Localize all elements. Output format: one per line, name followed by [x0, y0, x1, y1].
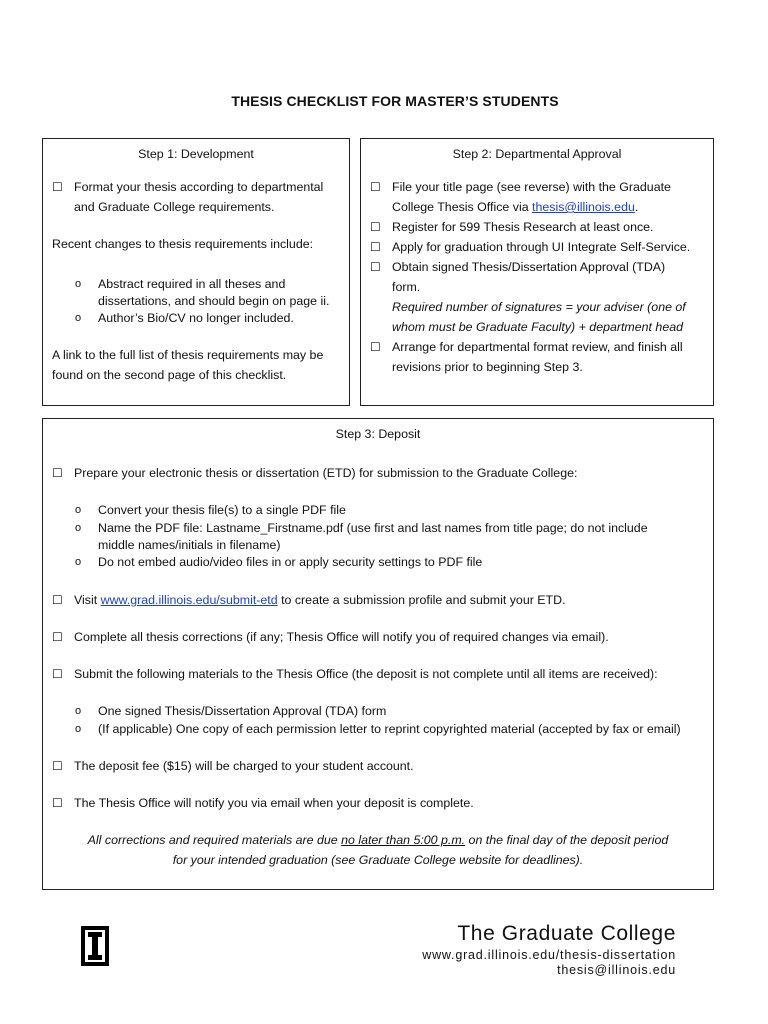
bullet-icon: o [75, 556, 82, 568]
submit-etd-link[interactable]: www.grad.illinois.edu/submit-etd [100, 593, 278, 607]
step3-heading: Step 3: Deposit [335, 427, 421, 441]
checkbox-icon[interactable]: ☐ [370, 220, 381, 234]
deadline-note: All corrections and required materials are due no later than 5:00 p.m. on the final day of the deposit period for your intended graduation (see Graduate College website for deadlines). [87, 833, 669, 867]
step3-sub-embed: o Do not embed audio/video files in or apply security settings to PDF file [43, 552, 713, 572]
step3-sub-convert: o Convert your thesis file(s) to a single PDF file [43, 500, 713, 520]
thesis-email-link[interactable]: thesis@illinois.edu [532, 200, 635, 214]
step2-item-graduation: ☐ Apply for graduation through UI Integrate Self-Service. [361, 237, 713, 257]
footer-college-name: The Graduate College [457, 922, 676, 945]
checkbox-icon[interactable]: ☐ [52, 667, 63, 681]
step1-heading: Step 1: Development [138, 147, 254, 161]
step2-item-tda: ☐ Obtain signed Thesis/Dissertation Approval (TDA) form. Required number of signatures = your adviser (one of whom must be Graduate Faculty) + department head [361, 257, 713, 337]
signature-note: Required number of signatures = your adviser (one of [392, 300, 686, 314]
step1-sub-bio: o Author’s Bio/CV no longer included. [43, 308, 349, 328]
checkbox-icon[interactable]: ☐ [52, 759, 63, 773]
step3-item-corrections: ☐ Complete all thesis corrections (if any; Thesis Office will notify you of required changes via email). [43, 627, 713, 647]
step2-box [360, 138, 714, 406]
checkbox-icon[interactable]: ☐ [52, 796, 63, 810]
step1-item-format: ☐ Format your thesis according to departmental and Graduate College requirements. [43, 177, 349, 217]
step3-sub-permission: o (If applicable) One copy of each permission letter to reprint copyrighted material (accepted by fax or email) [43, 719, 713, 739]
step3-item-prepare: ☐ Prepare your electronic thesis or dissertation (ETD) for submission to the Graduate College: [43, 463, 713, 483]
step2-item-format-review: ☐ Arrange for departmental format review, and finish all revisions prior to beginning Step 3. [361, 337, 713, 377]
bullet-icon: o [75, 312, 82, 324]
bullet-icon: o [75, 504, 82, 516]
checkbox-icon[interactable]: ☐ [52, 466, 63, 480]
step3-item-visit: ☐ Visit www.grad.illinois.edu/submit-etd to create a submission profile and submit your ETD. [43, 590, 713, 610]
checkbox-icon[interactable]: ☐ [52, 630, 63, 644]
illinois-logo-icon [81, 926, 109, 966]
step3-box: Step 3: Deposit ☐ Prepare your electronic thesis or dissertation (ETD) for submission to the Graduate College: o Convert your thesis file(s) to a single PDF file o Name the PDF file: Lastname_Firstname.pdf (use first and last names from title page; do not include middle names/initials in filename) o Do not embed audio/video files in or apply security settings to PDF file ☐ Visit www.grad.illinois.edu/submit-etd to create a submission profile and submit your ETD. ☐ Complete all thesis corrections (if any; Thesis Office will notify you of required changes via email). ☐ Submit the following materials to the Thesis Office (the deposit is not complete until all items are received): o One signed Thesis/Dissertation Approval (TDA) form o (If applicable) One copy of each permission letter to reprint copyrighted material (accepted by fax or email) ☐ The deposit fee ($15) will be charged to your student account. ☐ The Thesis Office will notify you via email when your deposit is complete. All corrections and required materials are due no later than 5:00 p.m. on the final day of the deposit period for your intended graduation (see Graduate College website for deadlines). [42, 418, 714, 890]
footer-url[interactable]: www.grad.illinois.edu/thesis-dissertation [422, 948, 676, 962]
step3-sub-name: o Name the PDF file: Lastname_Firstname.pdf (use first and last names from title page; do not include [43, 518, 713, 538]
step3-sub-tda: o One signed Thesis/Dissertation Approval (TDA) form [43, 701, 713, 721]
checkbox-icon[interactable]: ☐ [52, 593, 63, 607]
step2-heading: Step 2: Departmental Approval [452, 147, 622, 161]
step2-item-title-page: ☐ File your title page (see reverse) with the Graduate College Thesis Office via thesis@illinois.edu. [361, 177, 713, 217]
step2-item-register: ☐ Register for 599 Thesis Research at least once. [361, 217, 713, 237]
checkbox-icon[interactable]: ☐ [370, 340, 381, 354]
bullet-icon: o [75, 522, 82, 534]
step3-item-fee: ☐ The deposit fee ($15) will be charged to your student account. [43, 756, 713, 776]
page-title: THESIS CHECKLIST FOR MASTER’S STUDENTS [231, 93, 559, 109]
step3-item-submit-materials: ☐ Submit the following materials to the Thesis Office (the deposit is not complete until all items are received): [43, 664, 713, 684]
checkbox-icon[interactable]: ☐ [370, 240, 381, 254]
checkbox-icon[interactable]: ☐ [370, 260, 381, 274]
footer [422, 920, 676, 978]
footer-email[interactable]: thesis@illinois.edu [557, 963, 676, 977]
bullet-icon: o [75, 278, 82, 290]
step1-box: Step 1: Development ☐ Format your thesis according to departmental and Graduate College requirements. Recent changes to thesis requirements include: o Abstract required in all theses and dissertations, and should begin on page ii. o Author’s Bio/CV no longer included. A link to the full list of thesis requirements may be found on the second page of this checklist. [42, 138, 350, 406]
step1-recent-text: Recent changes to thesis requirements include: [52, 237, 314, 251]
checkbox-icon[interactable]: ☐ [52, 180, 63, 194]
step1-link-note: A link to the full list of thesis requirements may be found on the second page of this checklist. [52, 348, 324, 382]
step3-item-notify: ☐ The Thesis Office will notify you via email when your deposit is complete. [43, 793, 713, 813]
bullet-icon: o [75, 705, 82, 717]
checkbox-icon[interactable]: ☐ [370, 180, 381, 194]
bullet-icon: o [75, 723, 82, 735]
step1-sub-abstract: o Abstract required in all theses and [43, 274, 349, 294]
